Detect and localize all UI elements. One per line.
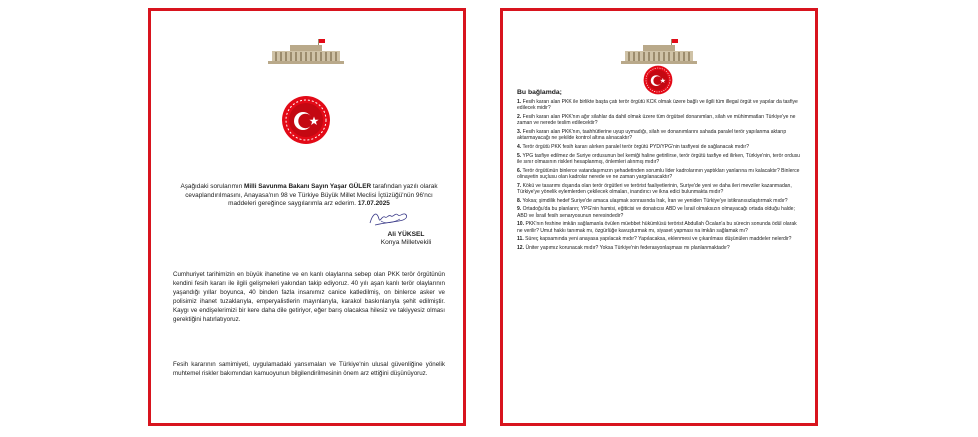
question-number: 6. bbox=[517, 167, 522, 174]
right-document-page bbox=[500, 8, 818, 426]
question-item bbox=[517, 221, 803, 234]
signer-block bbox=[361, 231, 451, 248]
addressee: Milli Savunma Bakanı Sayın Yaşar GÜLER bbox=[244, 183, 372, 190]
question-number: 4. bbox=[517, 144, 522, 150]
question-item bbox=[517, 198, 803, 204]
question-text: Fesih kararı alan PKK'nın, taahhütlerine uyup uymadığı, silah ve donanımlarını sahada paralel terör yapılanma aktarıp aktarmayacağı ne şekilde kontrol altına alınacaktır? bbox=[517, 129, 787, 142]
question-item bbox=[517, 168, 803, 181]
question-item bbox=[517, 206, 803, 219]
question-text: Ortadoğu'da bu planların; YPG'nin hamisi, eğiticisi ve donatıcısı ABD ve İsrail olmaksızın olmayacağı ortada olduğu halde; ABD ve İsrail fesih senaryosunun neresindedir? bbox=[517, 206, 795, 219]
question-text: Üniter yapımız korunacak mıdır? Yoksa Türkiye'nin federasyonlaşması mı planlanmaktadır? bbox=[525, 244, 730, 251]
question-item bbox=[517, 114, 803, 127]
questions-section bbox=[517, 89, 803, 253]
parliament-building-icon bbox=[619, 39, 699, 65]
handwritten-signature bbox=[367, 207, 411, 229]
context-paragraph-2: Fesih kararının samimiyeti, uygulamadaki yansımaları ve Türkiye'nin ulusal güvenliğine yönelik muhtemel riskler bakımından kamuoyunun bilgilendirilmesinin önem arz ettiğini düşünüyoruz. bbox=[173, 361, 445, 377]
question-number: 12. bbox=[517, 244, 525, 251]
question-number: 2. bbox=[517, 114, 522, 120]
question-item bbox=[517, 99, 803, 112]
question-number: 1. bbox=[517, 99, 522, 105]
request-date: 17.07.2025 bbox=[357, 200, 390, 208]
question-number: 7. bbox=[517, 182, 522, 189]
question-text: PKK'nın feshine imkân sağlamanla övülen müebbet hükümlüsü terörist Abdullah Öcalan'a bu sürecin sonunda ödül olarak ne verilir? Umut hakkı tanımak mı, özgürlüğe kavuşturmak mı, siyaset yapması na imkân sağlamak mı? bbox=[517, 221, 797, 234]
tbmm-emblem-icon bbox=[281, 95, 331, 145]
intro-pre: Aşağıdaki sorularımın bbox=[180, 183, 245, 190]
question-item bbox=[517, 183, 803, 196]
questions-heading: Bu bağlamda; bbox=[517, 89, 562, 96]
question-number: 5. bbox=[517, 152, 522, 159]
question-text: Fesih kararı alan PKK'nın ağır silahlar da dahil olmak üzere tüm örgütsel donanımları, silah ve mühimmatları Türkiye'ye ne zaman ve nerede teslim edilecektir? bbox=[517, 114, 796, 127]
question-text: Yoksa; şimdilik hedef Suriye'de amaca ulaşmak sonrasında Irak, İran ve yeniden Türkiye'ye istikranısızlaştırmak mıdır? bbox=[522, 197, 788, 204]
question-text: Süreç kapsamında yeni anayasa yapılacak mıdır? Yapılacaksa, eklenmesi ve çıkarılması düşünülen maddeler nelerdir? bbox=[525, 236, 792, 243]
question-item bbox=[517, 236, 803, 242]
question-item bbox=[517, 153, 803, 166]
question-number: 9. bbox=[517, 206, 522, 213]
question-number: 3. bbox=[517, 129, 522, 135]
left-document-page bbox=[148, 8, 466, 426]
intro-post: tarafından yazılı olarak cevaplandırılmasını, Anayasa'nın 98 ve Türkiye Büyük Millet Meclisi İçtüzüğü'nün 96'ncı maddeleri gereğince saygılarımla arz ederim. bbox=[185, 183, 438, 208]
question-text: Fesih kararı alan PKK ile birlikte başta çatı terör örgütü KCK olmak üzere bağlı ve ilgili tüm illegal örgüt ve yapılar da tasfiye edilecek midir? bbox=[517, 99, 798, 112]
question-text: YPG tasfiye edilmez de Suriye ordusunun bel kemiği haline getirilirse, terör örgütü tasfiye ed ilirken, Türkiye'nin, terör ordusu ile sınır olmasının riskleri hesaplanmış, önlemleri alınmış mıdır? bbox=[517, 152, 800, 165]
question-text: Kökü ve tasarımı dışarıda olan terör örgütleri ve terörist faaliyetlerinin, Suriye'de yeni ve daha ileri mevziler kazanmadan, Türkiye'ye yönelik eylemlerden çekilecek olmaları, inandırıcı ve ikna edici bulunmakta mıdır? bbox=[517, 182, 792, 195]
question-list bbox=[517, 99, 803, 251]
question-text: Terör örgütü PKK fesih kararı alırken paralel terör örgütü PYD/YPG'nin tasfiyesi de sağlanacak mıdır? bbox=[522, 144, 750, 150]
question-number: 8. bbox=[517, 197, 522, 204]
question-item bbox=[517, 129, 803, 142]
question-item bbox=[517, 245, 803, 251]
question-item bbox=[517, 144, 803, 150]
question-number: 11. bbox=[517, 236, 524, 243]
request-intro-text bbox=[173, 183, 445, 209]
context-paragraph-1: Cumhuriyet tarihimizin en büyük ihanetine ve en kanlı olaylarına sebep olan PKK terör örgütünün kendini fesih kararı ile ilgili gelişmeleri yakından takip ediyoruz. 40 yılı aşan kanlı terör olaylarının yaşandığı yıllar boyunca, 40 binden fazla insanımız canice katledilmiş, on binlerce asker ve polisimiz ihanet tuzaklarıyla, emperyalistlerin mayınlarıyla, karakol baskınlarıyla şehit edilmiştir. Kaygı ve endişelerimizi bir kere daha dile getiriyor, eğer barış olacaksa hilesiz ve takiyyesiz olması gerektiğini hatırlatıyoruz. bbox=[173, 271, 445, 323]
signer-name: Ali YÜKSEL bbox=[387, 231, 425, 238]
question-text: Terör örgütünün binlerce vatandaşımızın şehadetinden sorumlu lider kadrolarının yaptıkları yanlarına mı kalacaktır? Binlerce olinayetin suçlusu olan kadrolar nerede ve ne zaman yargılanacaktır? bbox=[517, 167, 800, 180]
parliament-building-icon bbox=[266, 39, 346, 65]
signer-title: Konya Milletvekili bbox=[380, 239, 432, 247]
question-number: 10. bbox=[517, 221, 525, 228]
